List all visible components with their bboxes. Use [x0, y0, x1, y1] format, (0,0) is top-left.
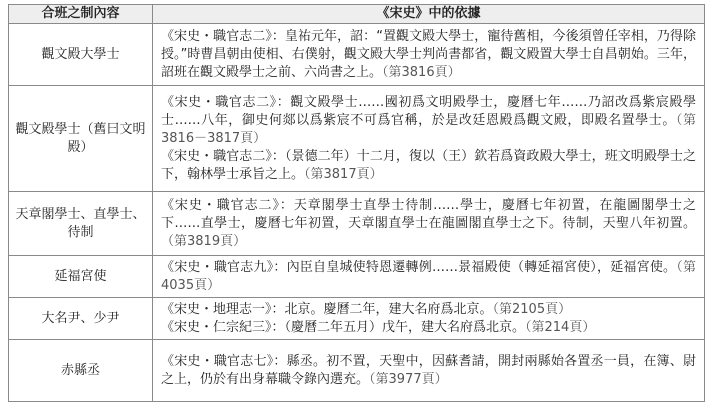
citation-text: 《宋史・職官志二》：觀文殿學士……國初爲文明殿學士，慶曆七年……乃詔改爲紫宸殿學士……八年，御史何郯以爲紫宸不可爲官稱，於是改廷恩殿爲觀文殿，即殿名置學士。	[161, 94, 696, 128]
row-name: 觀文殿學士（舊曰文明殿）	[9, 86, 153, 192]
citation-page: （第3819頁）	[161, 233, 247, 249]
row-name: 赤縣丞	[9, 340, 153, 402]
citation-page: （第4035頁）	[161, 259, 696, 293]
header-source-column: 《宋史》中的依據	[153, 5, 705, 24]
citation	[161, 319, 696, 337]
citation-text: 《宋史・職官志二》：皇祐元年，詔：“置觀文殿大學士，寵待舊相，今後須曾任宰相，乃得除授。”時曹昌朝由使相、右僕射，觀文殿大學士判尚書都省，觀文殿置大學士自昌朝始。三年，詔班在觀文殿學士之前、六尚書之上。	[161, 28, 696, 80]
row-citations	[153, 24, 705, 86]
citation-text: 《宋史・仁宗紀三》：（慶曆二年五月）戊午，建大名府爲北京。	[161, 319, 526, 335]
row-name: 天章閣學士、直學士、待制	[9, 192, 153, 256]
citation-page: （第3977頁）	[369, 371, 448, 387]
citation	[161, 148, 696, 184]
row-name: 延福宮使	[9, 256, 153, 298]
table-row	[9, 86, 705, 192]
header-row	[9, 5, 705, 24]
citation-page: （第3816頁）	[382, 64, 461, 80]
citation-page: （第3816－3817頁）	[161, 112, 696, 146]
row-citations	[153, 340, 705, 402]
header-content-column: 合班之制內容	[9, 5, 153, 24]
citation-text: 《宋史・地理志一》：北京。慶曆二年，建大名府爲北京。	[161, 301, 493, 317]
citation	[161, 301, 696, 319]
table-row	[9, 24, 705, 86]
row-name: 觀文殿大學士	[9, 24, 153, 86]
citation-text: 《宋史・職官志七》：縣丞。初不置，天聖中，因蘇耆請，開封兩縣始各置丞一員，在簿、尉之上，仍於有出身幕職令錄內選充。	[161, 353, 696, 387]
comparison-table	[8, 4, 705, 402]
table-row	[9, 256, 705, 298]
table-row	[9, 298, 705, 340]
table-row	[9, 340, 705, 402]
row-name: 大名尹、少尹	[9, 298, 153, 340]
citation-text: 《宋史・職官志二》：（景德二年）十二月，復以（王）欽若爲資政殿大學士，班文明殿學士之下，翰林學士承旨之上。	[161, 148, 696, 182]
citation-text: 《宋史・職官志九》：內臣自皇城使特恩遷轉例……景福殿使（轉延福宮使），延福宮使。	[161, 259, 677, 275]
citation-page: （第3817頁）	[304, 166, 383, 182]
citation-page: （第214頁）	[525, 319, 596, 335]
table-row	[9, 192, 705, 256]
citation	[161, 94, 696, 148]
row-citations	[153, 86, 705, 192]
citation-text: 《宋史・職官志二》：天章閣學士直學士待制……學士，慶曆七年初置，在龍圖閣學士之下……直學士，慶曆七年初置，天章閣直學士在龍圖閣直學士之下。待制，天聖八年初置。	[161, 197, 696, 231]
row-citations	[153, 192, 705, 256]
citation-page: （第2105頁）	[492, 301, 572, 317]
row-citations	[153, 298, 705, 340]
row-citations	[153, 256, 705, 298]
